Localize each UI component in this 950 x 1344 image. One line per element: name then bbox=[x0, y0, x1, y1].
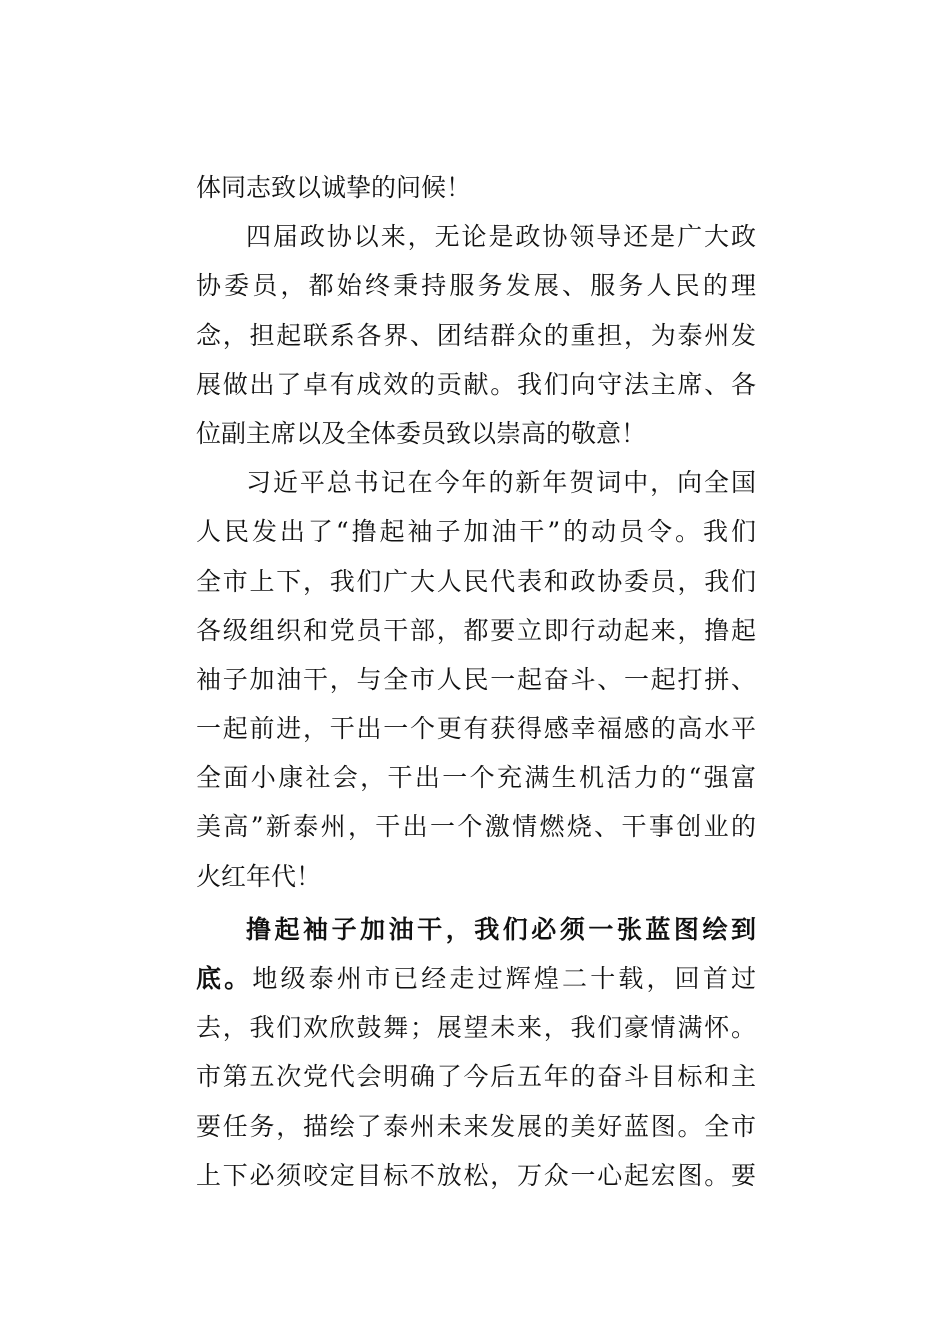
paragraph-cppcc-tribute bbox=[196, 212, 756, 458]
section-heading-tail: 底。 bbox=[196, 964, 253, 993]
text-line: 习近平总书记在今年的新年贺词中，向全国 bbox=[246, 468, 756, 498]
text-line: 一起前进，干出一个更有获得感幸福感的高水平 bbox=[196, 714, 756, 744]
text-line: 上下必须咬定目标不放松，万众一心起宏图。要 bbox=[196, 1160, 756, 1190]
section-heading-line: 撸起袖子加油干，我们必须一张蓝图绘到 bbox=[246, 914, 756, 944]
document-body bbox=[196, 163, 756, 1200]
text-line: 位副主席以及全体委员致以崇高的敬意！ bbox=[196, 418, 647, 448]
paragraph-blueprint bbox=[196, 905, 756, 1200]
text-line: 去，我们欢欣鼓舞；展望未来，我们豪情满怀。 bbox=[196, 1013, 756, 1043]
text-line: 体同志致以诚挚的问候！ bbox=[196, 173, 472, 202]
paragraph-new-year-call bbox=[196, 458, 756, 901]
text-line: 全面小康社会，干出一个充满生机活力的“强富 bbox=[196, 763, 756, 793]
text-line: 念，担起联系各界、团结群众的重担，为泰州发 bbox=[196, 320, 756, 350]
text-line: 人民发出了“撸起袖子加油干”的动员令。我们 bbox=[196, 517, 756, 547]
text-line: 市第五次党代会明确了今后五年的奋斗目标和主 bbox=[196, 1062, 756, 1092]
text-run: 地级泰州市已经走过辉煌二十载，回首过 bbox=[252, 964, 756, 993]
text-line: 协委员，都始终秉持服务发展、服务人民的理 bbox=[196, 271, 756, 301]
text-line: 展做出了卓有成效的贡献。我们向守法主席、各 bbox=[196, 369, 756, 399]
text-line: 美高”新泰州，干出一个激情燃烧、干事创业的 bbox=[196, 812, 756, 842]
text-line bbox=[196, 954, 756, 1003]
text-line: 各级组织和党员干部，都要立即行动起来，撸起 bbox=[196, 615, 756, 645]
paragraph-greeting-end bbox=[196, 163, 756, 212]
text-line: 袖子加油干，与全市人民一起奋斗、一起打拼、 bbox=[196, 664, 756, 694]
text-line: 火红年代！ bbox=[196, 861, 322, 891]
text-line: 四届政协以来，无论是政协领导还是广大政 bbox=[246, 222, 756, 252]
text-line: 要任务，描绘了泰州未来发展的美好蓝图。全市 bbox=[196, 1111, 756, 1141]
text-line: 全市上下，我们广大人民代表和政协委员，我们 bbox=[196, 566, 756, 596]
